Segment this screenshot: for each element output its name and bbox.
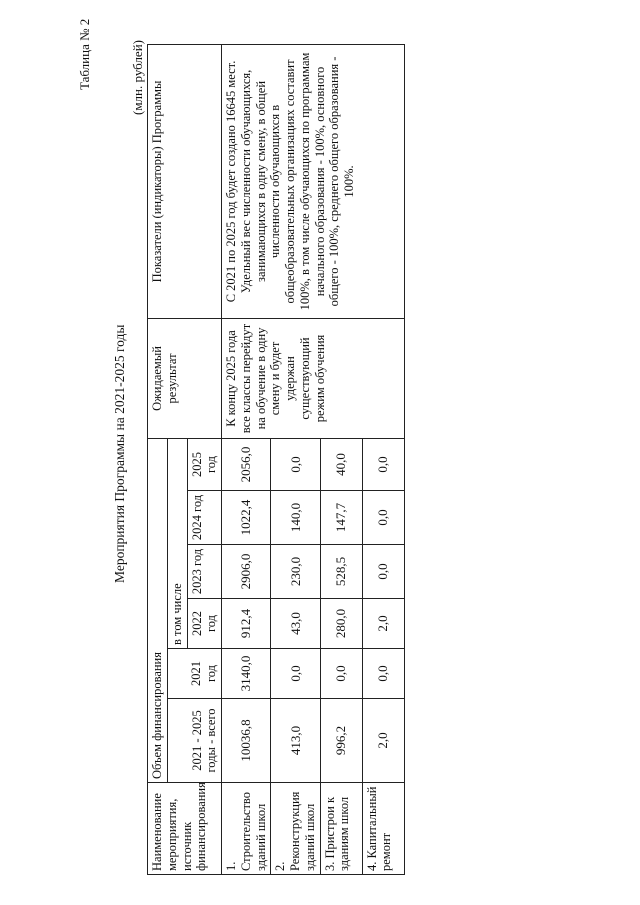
header-result: Ожидаемый результат [148, 318, 222, 438]
row-2022: 912,4 [222, 599, 271, 649]
row-2024: 140,0 [271, 491, 320, 545]
row-2023: 0,0 [362, 545, 404, 599]
row-2025: 2056,0 [222, 438, 271, 490]
header-funding-volume: Объем финансирования [148, 438, 168, 782]
row-2023: 2906,0 [222, 545, 271, 599]
row-2022: 2,0 [362, 599, 404, 649]
header-2024: 2024 год [187, 491, 222, 545]
program-indicators: С 2021 по 2025 год будет создано 16645 мест. Удельный вес численности обучающихся, занимающихся в одну смену, в общей численности обучающихся в общеобразовательных организациях составит 100%, в том числе обучающихся по программам начального образования - 100%, основного общего - 100%, среднего общего образования - 100%. [222, 44, 405, 318]
row-name: 4. Капитальный ремонт [362, 783, 404, 875]
row-name: 3. Пристрои к зданиям школ [320, 783, 362, 875]
header-2021: 2021 год [187, 649, 222, 699]
row-2021: 0,0 [271, 649, 320, 699]
header-2023: 2023 год [187, 545, 222, 599]
row-2023: 230,0 [271, 545, 320, 599]
row-2024: 147,7 [320, 491, 362, 545]
expected-result-continued [362, 318, 404, 438]
header-indicators: Показатели (индикаторы) Программы [148, 44, 222, 318]
row-total: 996,2 [320, 699, 362, 783]
header-2025: 2025 год [187, 438, 222, 490]
table-label: Таблица № 2 [77, 18, 92, 90]
row-2024: 1022,4 [222, 491, 271, 545]
expected-result: К концу 2025 года все классы перейдут на обучение в одну смену и будет удержан существующий режим обучения [222, 318, 363, 438]
row-2022: 43,0 [271, 599, 320, 649]
row-2022: 280,0 [320, 599, 362, 649]
row-name: 1. Строительство зданий школ [222, 783, 271, 875]
row-2023: 528,5 [320, 545, 362, 599]
row-2025: 0,0 [271, 438, 320, 490]
row-2025: 0,0 [362, 438, 404, 490]
row-total: 413,0 [271, 699, 320, 783]
row-total: 10036,8 [222, 699, 271, 783]
row-2021: 0,0 [320, 649, 362, 699]
row-2021: 0,0 [362, 649, 404, 699]
row-2021: 3140,0 [222, 649, 271, 699]
row-2025: 40,0 [320, 438, 362, 490]
row-2024: 0,0 [362, 491, 404, 545]
header-name: Наименование мероприятия, источник финансирования [148, 783, 222, 875]
row-name: 2. Реконструкция зданий школ [271, 783, 320, 875]
document-title: Мероприятия Программы на 2021-2025 годы [112, 324, 127, 583]
units-label: (млн. рублей) [130, 40, 145, 115]
header-total: 2021 - 2025 годы - всего [167, 699, 221, 783]
program-table [147, 44, 405, 875]
table-row [222, 44, 271, 874]
row-total: 2,0 [362, 699, 404, 783]
header-including: в том числе [167, 438, 187, 648]
header-2022: 2022 год [187, 599, 222, 649]
